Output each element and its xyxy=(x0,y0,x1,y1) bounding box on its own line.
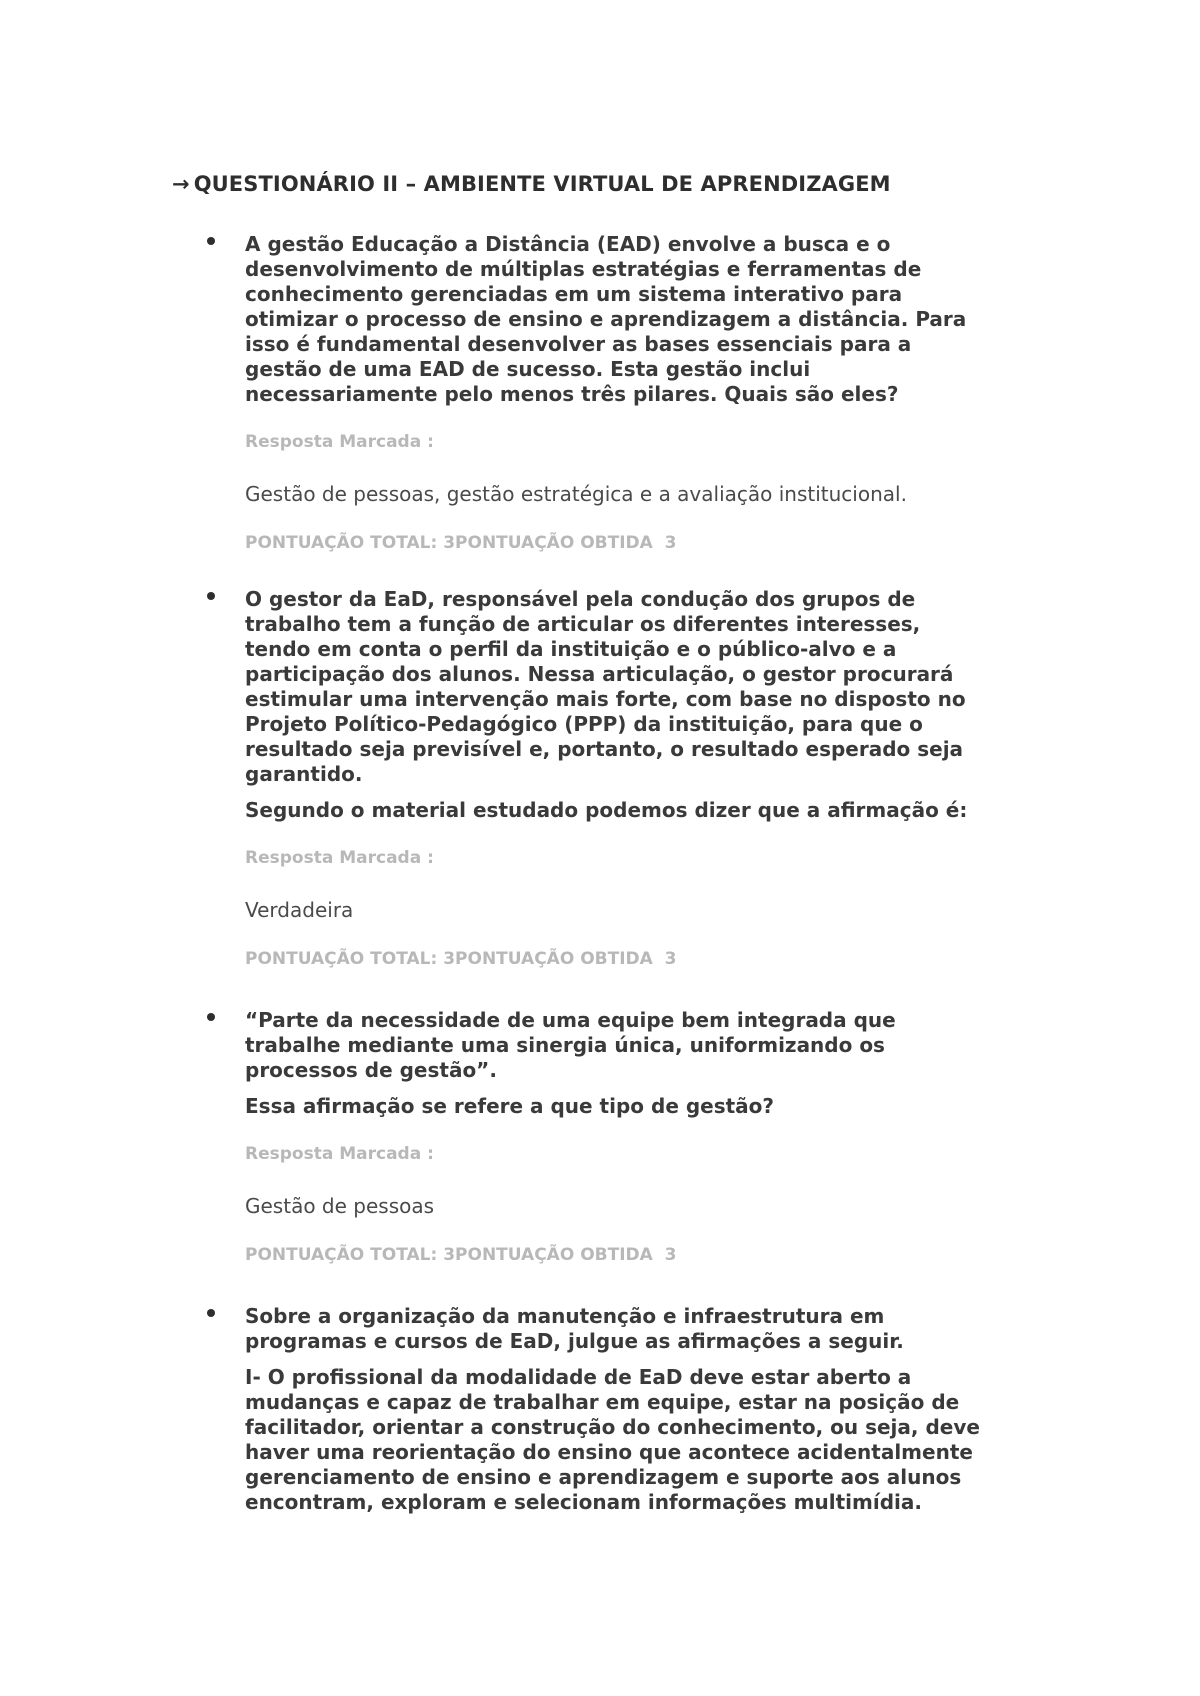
score-text: PONTUAÇÃO TOTAL: 3PONTUAÇÃO OBTIDA 3 xyxy=(245,949,677,969)
question-text: Sobre a organização da manutenção e infraestrutura em programas e cursos de EaD, julgue as afirmações a seguir. xyxy=(245,1304,904,1353)
answer-label: Resposta Marcada : xyxy=(245,432,434,452)
question-subtext: Segundo o material estudado podemos dizer que a afirmação é: xyxy=(245,798,968,822)
bullet-icon xyxy=(207,1013,215,1021)
score-text: PONTUAÇÃO TOTAL: 3PONTUAÇÃO OBTIDA 3 xyxy=(245,1245,677,1265)
answer-value: Gestão de pessoas xyxy=(245,1194,435,1218)
question-text: O gestor da EaD, responsável pela condução dos grupos de trabalho tem a função de articular os diferentes interesses, tendo em conta o perfil da instituição e o público-alvo e a participação dos alunos. Nessa articulação, o gestor procurará estimular uma intervenção mais forte, com base no disposto no Projeto Político-Pedagógico (PPP) da instituição, para que o resultado seja previsível e, portanto, o resultado esperado seja garantido. xyxy=(245,587,966,786)
bullet-icon xyxy=(207,1309,215,1317)
question-text: “Parte da necessidade de uma equipe bem integrada que trabalhe mediante uma sinergia única, uniformizando os processos de gestão”. xyxy=(245,1008,896,1082)
answer-label: Resposta Marcada : xyxy=(245,848,434,868)
page-title xyxy=(172,172,891,196)
score-text: PONTUAÇÃO TOTAL: 3PONTUAÇÃO OBTIDA 3 xyxy=(245,533,677,553)
page-title-text: QUESTIONÁRIO II – AMBIENTE VIRTUAL DE APRENDIZAGEM xyxy=(193,172,891,196)
answer-value: Gestão de pessoas, gestão estratégica e a avaliação institucional. xyxy=(245,482,907,506)
question-subtext: Essa afirmação se refere a que tipo de gestão? xyxy=(245,1094,775,1118)
answer-value: Verdadeira xyxy=(245,898,354,922)
question-item-4 xyxy=(245,1304,1045,1515)
question-subtext: I- O profissional da modalidade de EaD deve estar aberto a mudanças e capaz de trabalhar em equipe, estar na posição de facilitador, orientar a construção do conhecimento, ou seja, deve haver uma reorientação do ensino que acontece acidentalmente gerenciamento de ensino e aprendizagem e suporte aos alunos encontram, exploram e selecionam informações multimídia. xyxy=(245,1365,980,1514)
question-item-3 xyxy=(245,1008,1045,1265)
answer-label: Resposta Marcada : xyxy=(245,1144,434,1164)
arrow-right-icon: → xyxy=(172,172,190,196)
question-text: A gestão Educação a Distância (EAD) envolve a busca e o desenvolvimento de múltiplas estratégias e ferramentas de conhecimento gerenciadas em um sistema interativo para otimizar o processo de ensino e aprendizagem a distância. Para isso é fundamental desenvolver as bases essenciais para a gestão de uma EAD de sucesso. Esta gestão inclui necessariamente pelo menos três pilares. Quais são eles? xyxy=(245,232,967,406)
question-item-2 xyxy=(245,587,1045,969)
question-item-1 xyxy=(245,232,1045,553)
bullet-icon xyxy=(207,237,215,245)
bullet-icon xyxy=(207,592,215,600)
